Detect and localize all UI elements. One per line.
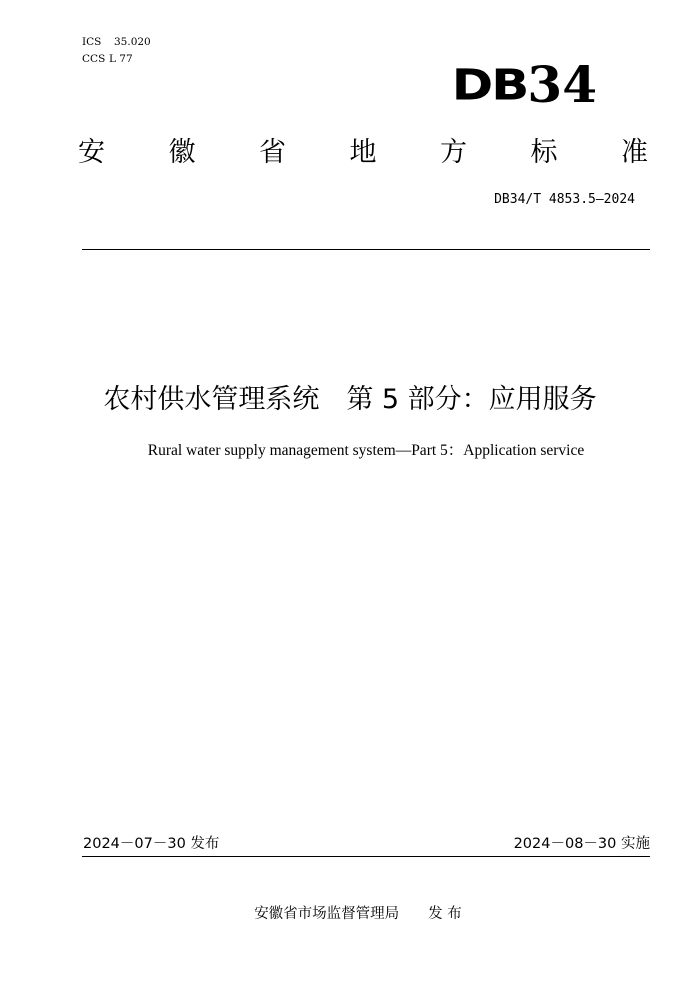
ics-code bbox=[82, 35, 151, 50]
org-char: 准 bbox=[621, 137, 648, 168]
title-chinese: 农村供水管理系统 第 5 部分：应用服务 bbox=[103, 384, 597, 415]
org-char: 地 bbox=[349, 137, 377, 168]
org-char: 徽 bbox=[168, 137, 196, 168]
ccs-value: L 77 bbox=[109, 53, 133, 65]
release-date: 2024－07－30 发布 bbox=[83, 836, 220, 852]
org-char: 省 bbox=[259, 137, 286, 168]
footer-divider bbox=[82, 856, 650, 857]
organization-title bbox=[78, 136, 648, 170]
implementation-date: 2024－08－30 实施 bbox=[513, 836, 650, 852]
db34-logo bbox=[452, 55, 597, 115]
logo-letters: DB bbox=[451, 60, 528, 110]
logo-number: 34 bbox=[527, 55, 597, 114]
ccs-label: CCS bbox=[82, 53, 106, 65]
header-divider bbox=[82, 249, 650, 250]
issuer: 安徽省市场监督管理局 发 布 bbox=[254, 906, 462, 922]
ics-value: 35.020 bbox=[114, 36, 151, 48]
standard-number: DB34/T 4853.5—2024 bbox=[494, 192, 635, 207]
ics-label: ICS bbox=[82, 36, 102, 48]
org-char: 标 bbox=[530, 137, 558, 168]
title-english: Rural water supply management system—Part 5：Application service bbox=[147, 442, 585, 459]
ccs-code bbox=[82, 52, 133, 67]
org-char: 安 bbox=[78, 137, 105, 168]
org-char: 方 bbox=[440, 137, 467, 168]
